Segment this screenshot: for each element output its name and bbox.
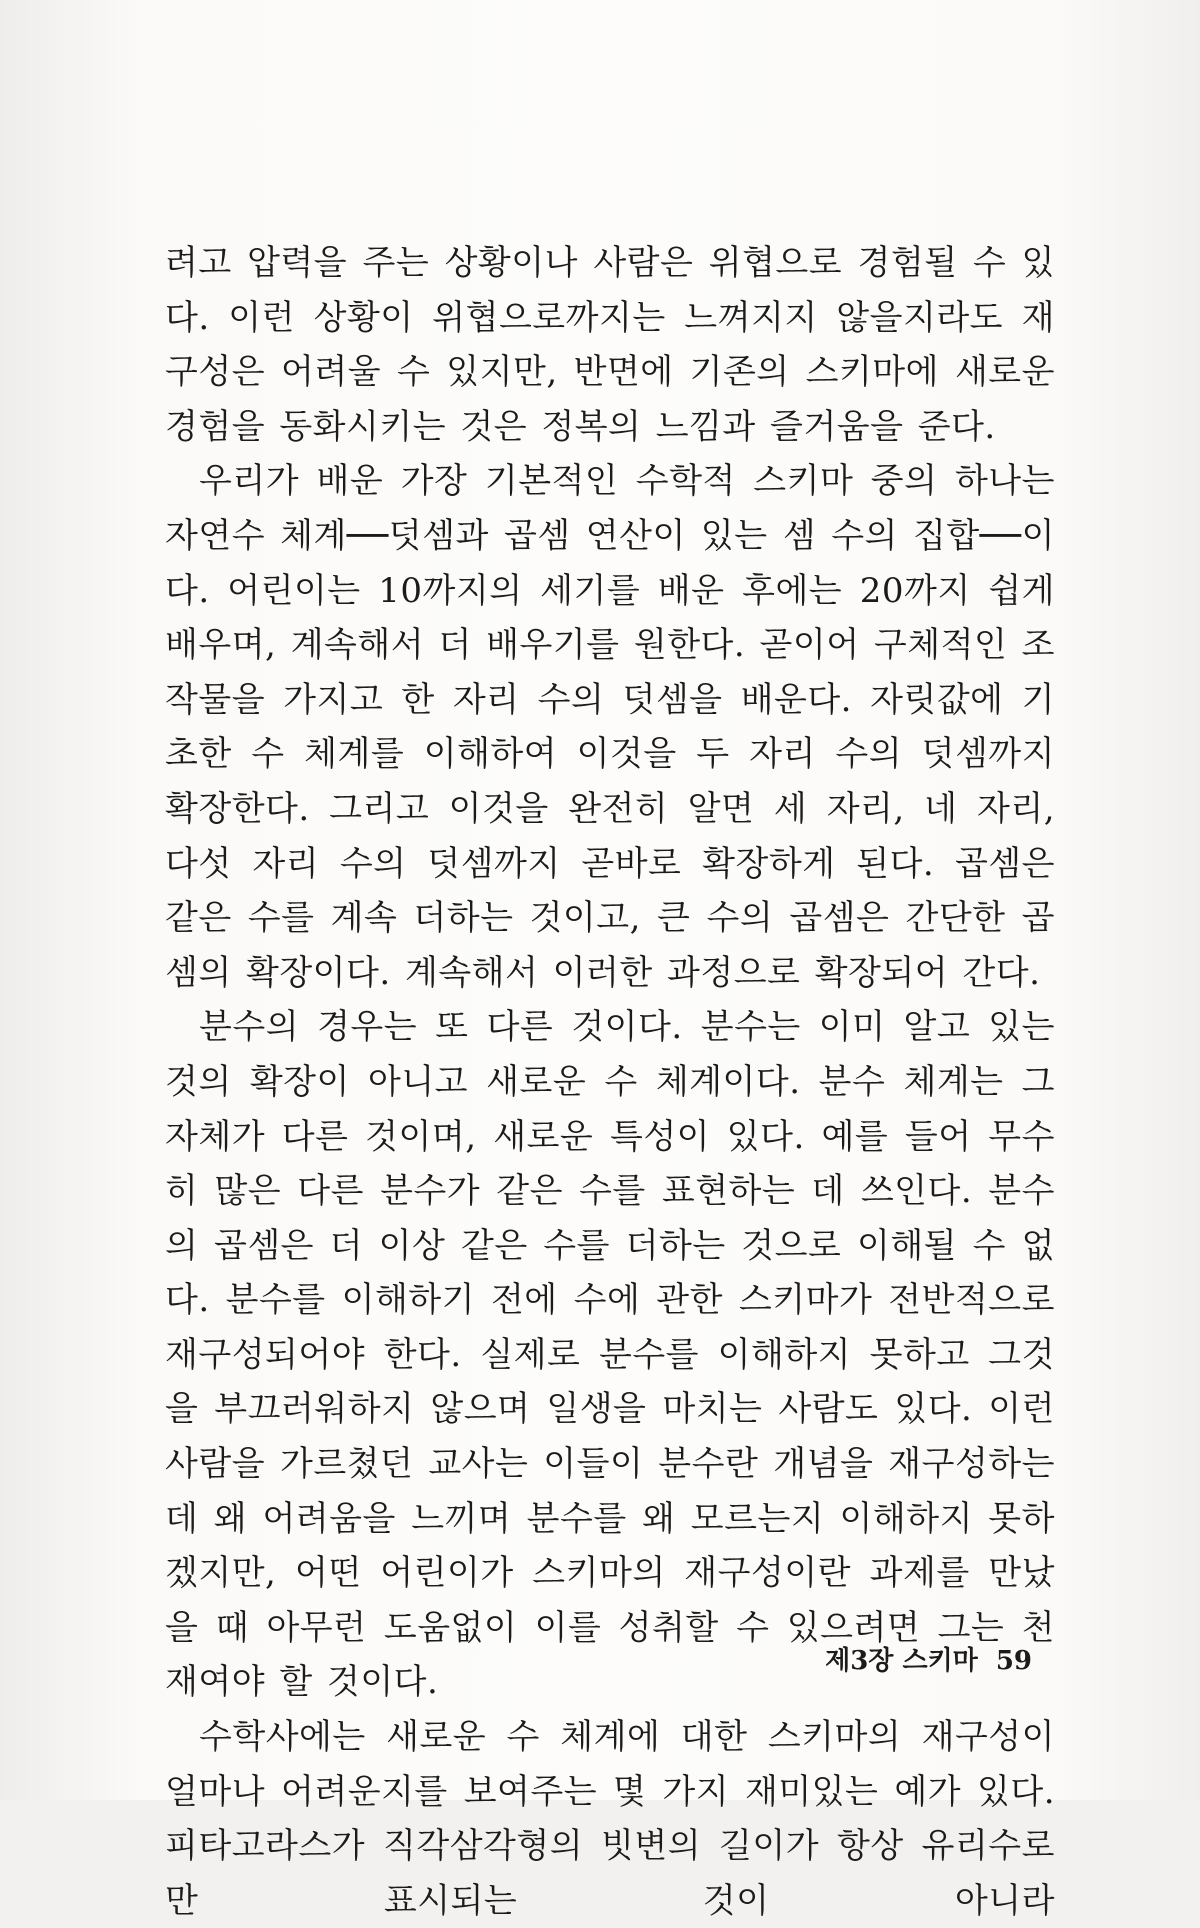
running-head: 제3장 스키마	[825, 1646, 978, 1676]
paragraph-history: 수학사에는 새로운 수 체계에 대한 스키마의 재구성이 얼마나 어려운지를 보여주는 몇 가지 재미있는 예가 있다. 피타고라스가 직각삼각형의 빗변의 길이가 항상 유리수로만 표시되는 것이 아니라	[165, 1717, 1055, 1921]
page-footer	[825, 1640, 1032, 1677]
paragraph-natural-numbers: 우리가 배운 가장 기본적인 수학적 스키마 중의 하나는 자연수 체계──덧셈과 곱셈 연산이 있는 셈 수의 집합──이다. 어린이는 10까지의 세기를 배운 후에는 20까지 쉽게 배우며, 계속해서 더 배우기를 원한다. 곧이어 구체적인 조작물을 가지고 한 자리 수의 덧셈을 배운다. 자릿값에 기초한 수 체계를 이해하여 이것을 두 자리 수의 덧셈까지 확장한다. 그리고 이것을 완전히 알면 세 자리, 네 자리, 다섯 자리 수의 덧셈까지 곧바로 확장하게 된다. 곱셈은 같은 수를 계속 더하는 것이고, 큰 수의 곱셈은 간단한 곱셈의 확장이다. 계속해서 이러한 과정으로 확장되어 간다.	[165, 461, 1055, 993]
page-number: 59	[995, 1646, 1032, 1676]
paragraph-fractions: 분수의 경우는 또 다른 것이다. 분수는 이미 알고 있는 것의 확장이 아니고 새로운 수 체계이다. 분수 체계는 그 자체가 다른 것이며, 새로운 특성이 있다. 예를 들어 무수히 많은 다른 분수가 같은 수를 표현하는 데 쓰인다. 분수의 곱셈은 더 이상 같은 수를 더하는 것으로 이해될 수 없다. 분수를 이해하기 전에 수에 관한 스키마가 전반적으로 재구성되어야 한다. 실제로 분수를 이해하지 못하고 그것을 부끄러워하지 않으며 일생을 마치는 사람도 있다. 이런 사람을 가르쳤던 교사는 이들이 분수란 개념을 재구성하는 데 왜 어려움을 느끼며 분수를 왜 모르는지 이해하지 못하겠지만, 어떤 어린이가 스키마의 재구성이란 과제를 만났을 때 아무런 도움없이 이를 성취할 수 있으려면 그는 천재여야 할 것이다.	[165, 1007, 1055, 1703]
paragraph-continued: 려고 압력을 주는 상황이나 사람은 위협으로 경험될 수 있다. 이런 상황이 위협으로까지는 느껴지지 않을지라도 재구성은 어려울 수 있지만, 반면에 기존의 스키마에 새로운 경험을 동화시키는 것은 정복의 느낌과 즐거움을 준다.	[165, 243, 1055, 447]
